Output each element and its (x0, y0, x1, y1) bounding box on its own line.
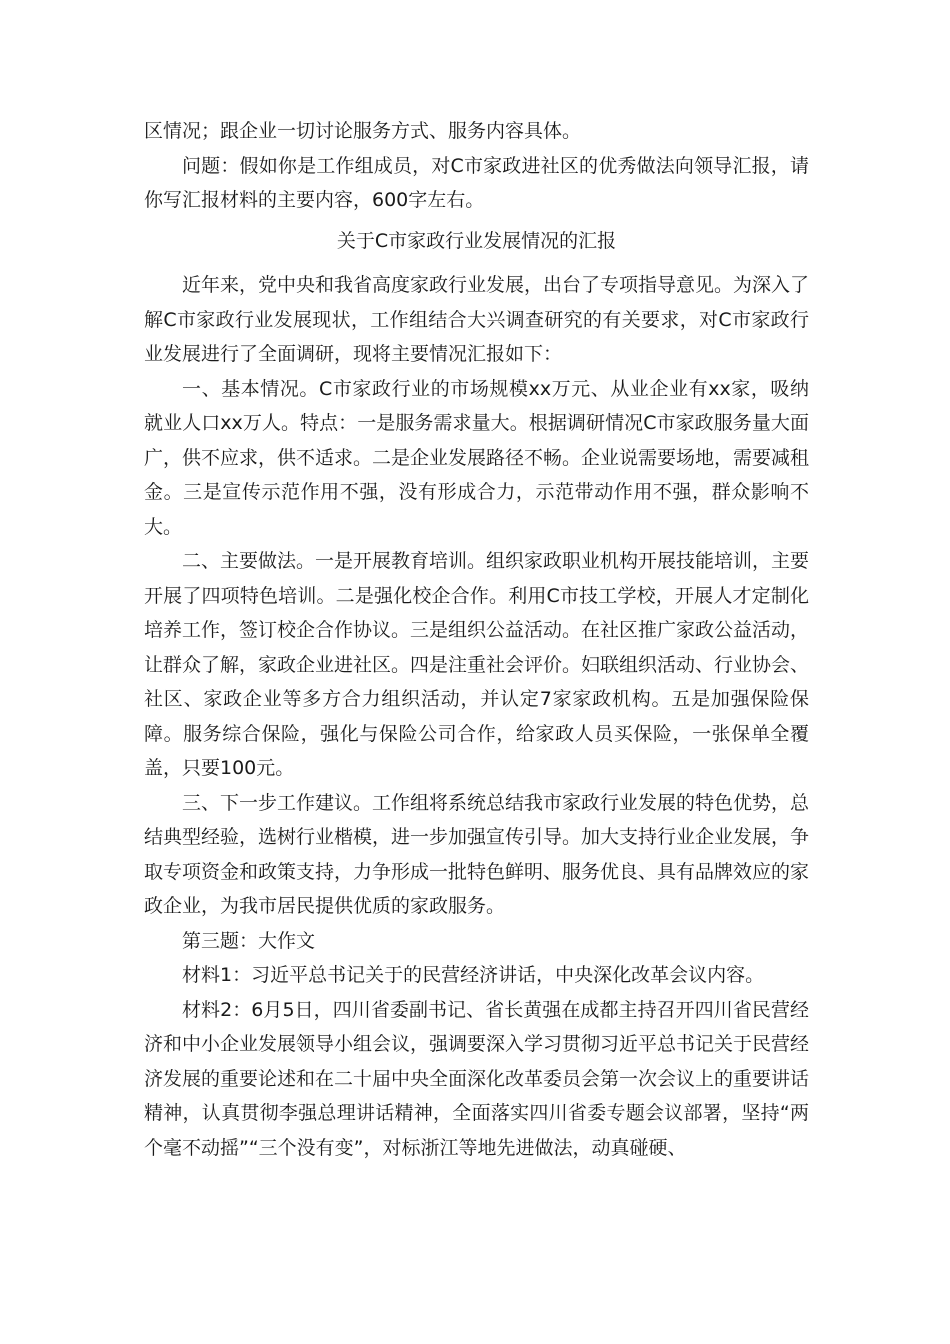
material-2-paragraph: 材料2：6月5日，四川省委副书记、省长黄强在成都主持召开四川省民营经济和中小企业发展领导小组会议，强调要深入学习贯彻习近平总书记关于民营经济发展的重要论述和在二十届中央全面深化改革委员会第一次会议上的重要讲话精神，认真贯彻李强总理讲话精神，全面落实四川省委专题会议部署，坚持“两个毫不动摇”“三个没有变”，对标浙江等地先进做法，动真碰硬、 (144, 998, 810, 1159)
document-body (144, 114, 809, 1165)
main-practices-paragraph: 二、主要做法。一是开展教育培训。组织家政职业机构开展技能培训，主要开展了四项特色培训。二是强化校企合作。利用C市技工学校，开展人才定制化培养工作，签订校企合作协议。三是组织公益活动。在社区推广家政公益活动，让群众了解，家政企业进社区。四是注重社会评价。妇联组织活动、行业协会、社区、家政企业等多方合力组织活动，并认定7家家政机构。五是加强保险保障。服务综合保险，强化与保险公司合作，给家政人员买保险，一张保单全覆盖，只要100元。 (144, 550, 810, 779)
paragraph-continuation: 区情况；跟企业一切讨论服务方式、服务内容具体。 (144, 120, 582, 142)
report-title: 关于C市家政行业发展情况的汇报 (336, 229, 617, 252)
basic-situation-paragraph: 一、基本情况。C市家政行业的市场规模xx万元、从业企业有xx家，吸纳就业人口xx万人。特点：一是服务需求量大。根据调研情况C市家政服务量大面广，供不应求，供不适求。二是企业发展路径不畅。企业说需要场地，需要减租金。三是宣传示范作用不强，没有形成合力，示范带动作用不强，群众影响不大。 (144, 377, 810, 538)
question-paragraph: 问题：假如你是工作组成员，对C市家政进社区的优秀做法向领导汇报，请你写汇报材料的主要内容，600字左右。 (144, 154, 809, 211)
section-heading: 第三题：大作文 (182, 929, 316, 952)
material-1-paragraph: 材料1：习近平总书记关于的民营经济讲话，中央深化改革会议内容。 (182, 964, 765, 986)
next-steps-paragraph: 三、下一步工作建议。工作组将系统总结我市家政行业发展的特色优势，总结典型经验，选树行业楷模，进一步加强宣传引导。加大支持行业企业发展，争取专项资金和政策支持，力争形成一批特色鲜明、服务优良、具有品牌效应的家政企业，为我市居民提供优质的家政服务。 (144, 791, 810, 917)
intro-paragraph: 近年来，党中央和我省高度家政行业发展，出台了专项指导意见。为深入了解C市家政行业发展现状，工作组结合大兴调查研究的有关要求，对C市家政行业发展进行了全面调研，现将主要情况汇报如下： (144, 274, 810, 365)
